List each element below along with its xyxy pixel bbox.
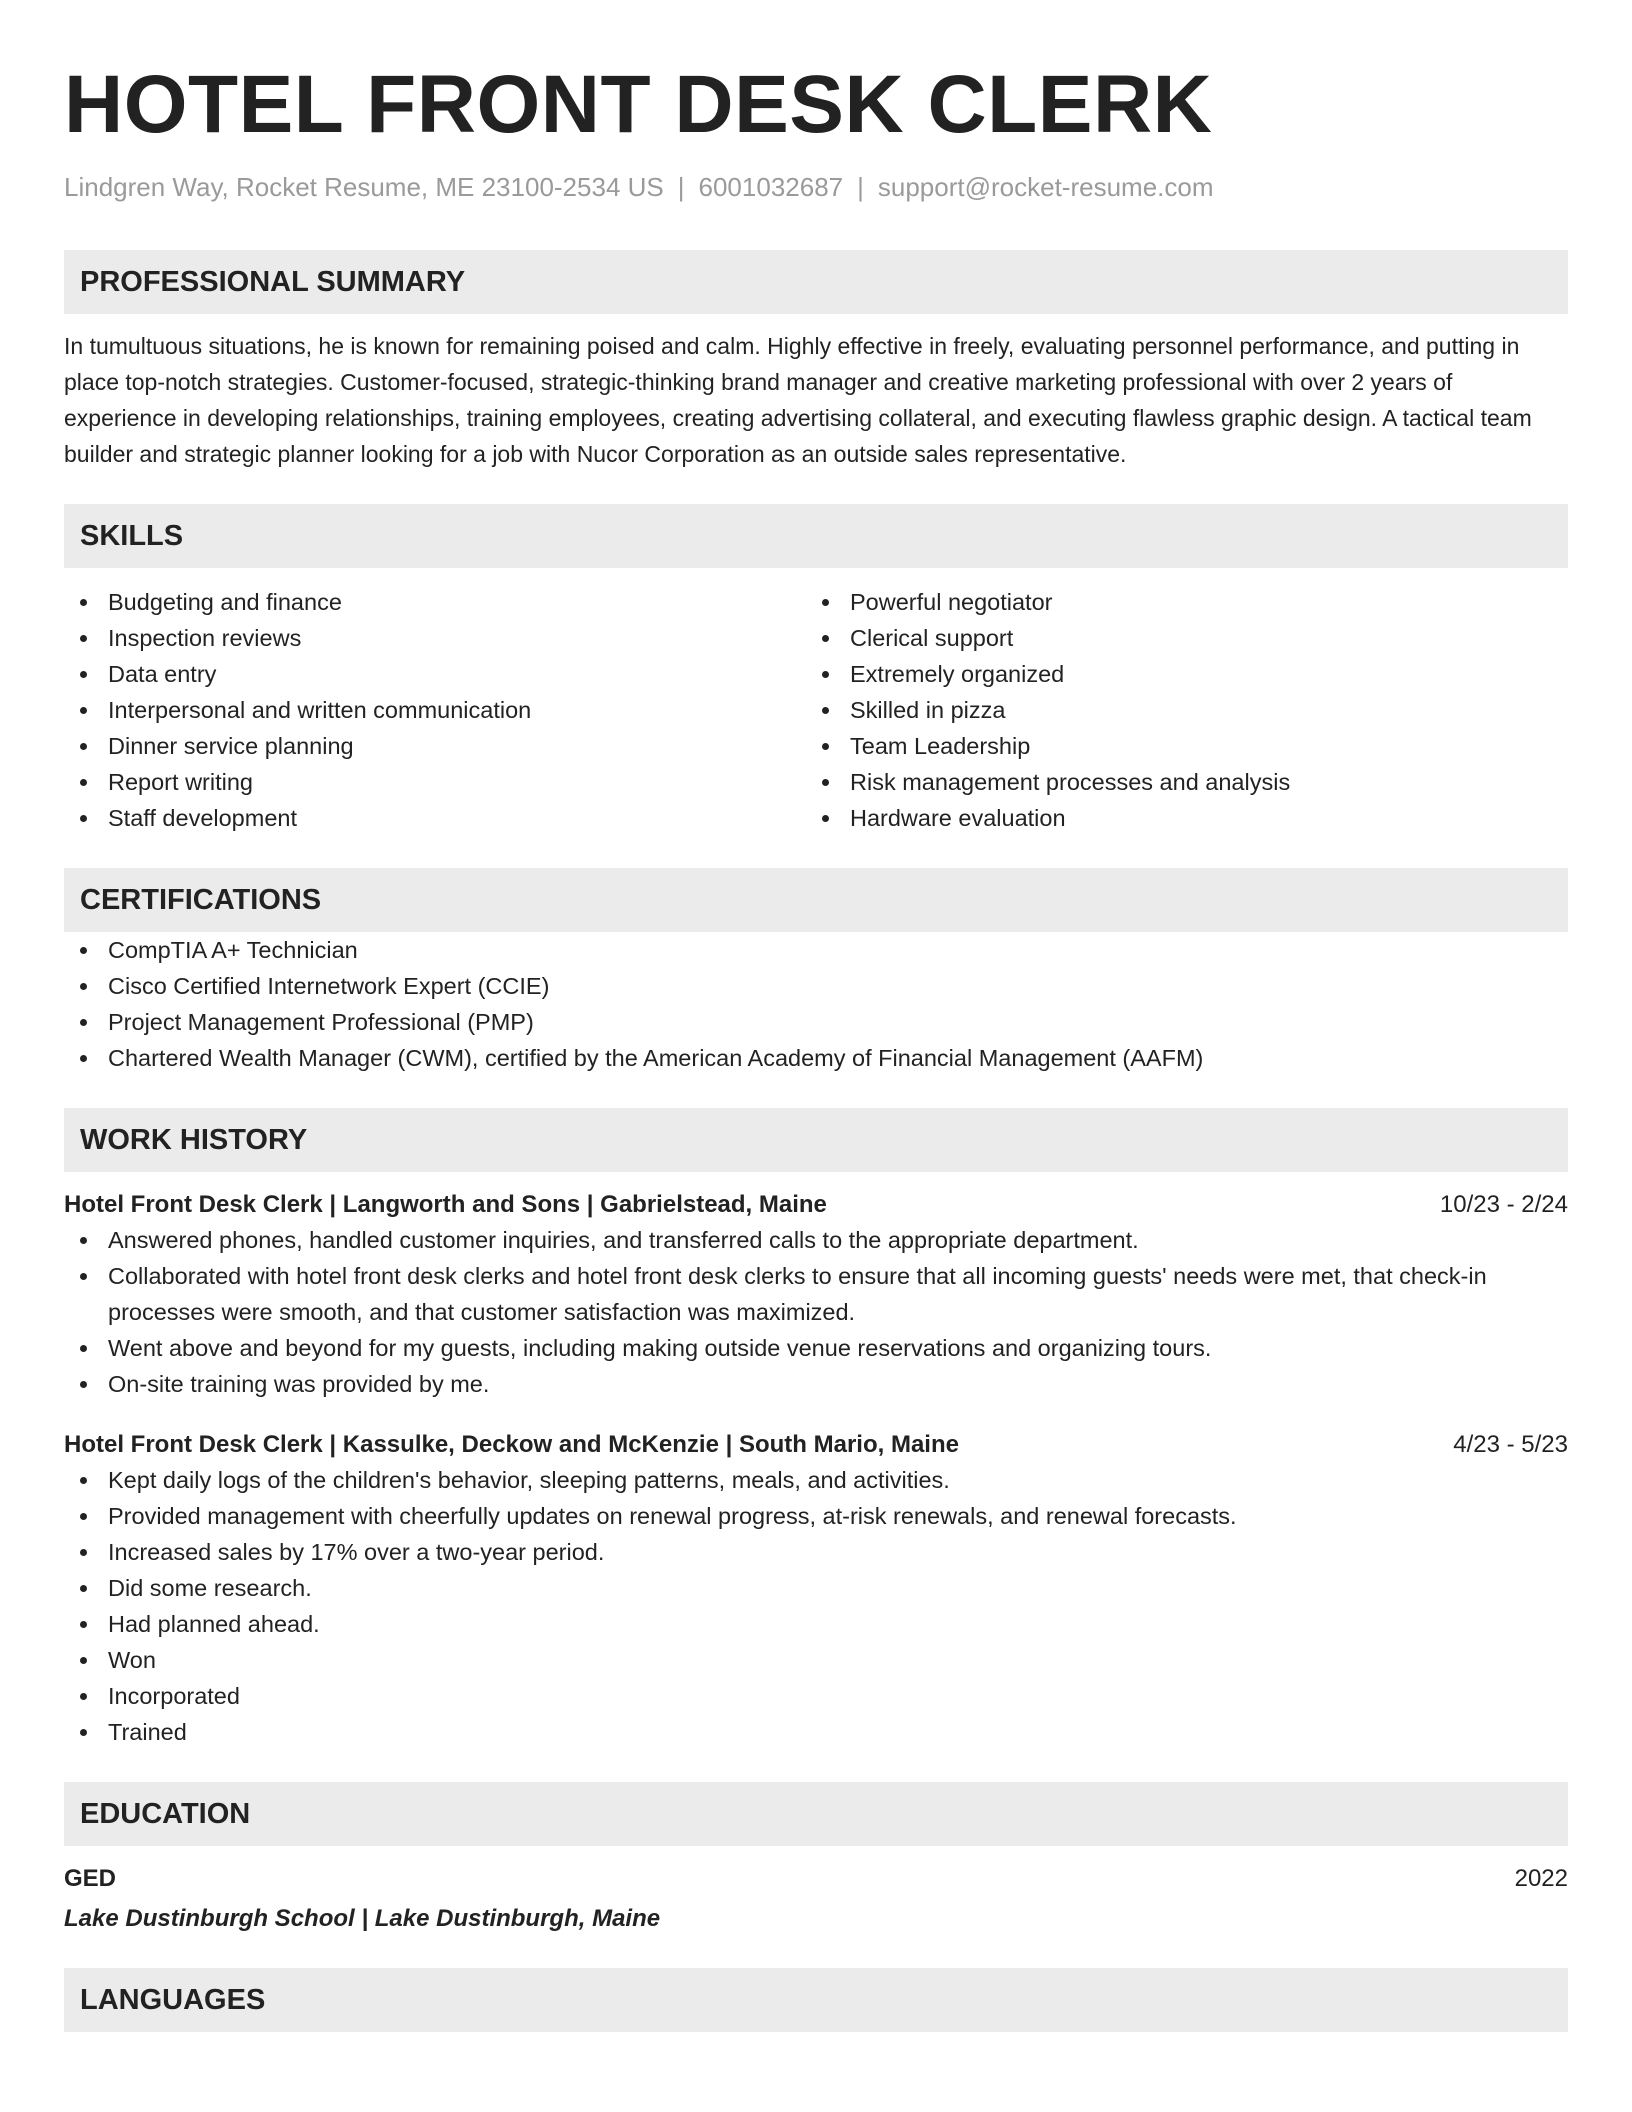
section-header-skills: SKILLS	[64, 504, 1568, 568]
skill-item: Dinner service planning	[64, 728, 806, 764]
skill-item: Interpersonal and written communication	[64, 692, 806, 728]
skill-item: Hardware evaluation	[806, 800, 1548, 836]
contact-address: Lindgren Way, Rocket Resume, ME 23100-2534 US	[64, 172, 664, 202]
job-title: Hotel Front Desk Clerk | Langworth and Sons | Gabrielstead, Maine	[64, 1191, 827, 1218]
skills-list-left	[64, 584, 806, 836]
contact-separator: |	[857, 172, 864, 202]
job-title: Hotel Front Desk Clerk | Kassulke, Deckow and McKenzie | South Mario, Maine	[64, 1431, 959, 1458]
skill-item: Skilled in pizza	[806, 692, 1548, 728]
skill-item: Team Leadership	[806, 728, 1548, 764]
skills-grid	[64, 584, 1568, 836]
job-heading	[64, 1428, 1568, 1462]
job-bullets	[64, 1222, 1568, 1402]
job-bullets	[64, 1462, 1568, 1750]
contact-phone: 6001032687	[698, 172, 844, 202]
summary-text: In tumultuous situations, he is known for remaining poised and calm. Highly effective in freely, evaluating personnel performance, and putting in place top-notch strategies. Customer-focused, strategic-thinking brand manager and creative marketing professional with over 2 years of experience in developing relationships, training employees, creating advertising collateral, and executing flawless graphic design. A tactical team builder and strategic planner looking for a job with Nucor Corporation as an outside sales representative.	[64, 333, 1532, 467]
education-degree: GED	[64, 1865, 117, 1892]
job-bullet: Trained	[64, 1714, 1568, 1750]
certification-item: Chartered Wealth Manager (CWM), certified by the American Academy of Financial Management (AAFM)	[64, 1040, 1568, 1076]
certification-item: Cisco Certified Internetwork Expert (CCIE)	[64, 968, 1568, 1004]
skill-item: Inspection reviews	[64, 620, 806, 656]
certification-item: CompTIA A+ Technician	[64, 932, 1568, 968]
education-school: Lake Dustinburgh School | Lake Dustinburgh, Maine	[64, 1905, 661, 1932]
job-bullet: Kept daily logs of the children's behavior, sleeping patterns, meals, and activities.	[64, 1462, 1568, 1498]
job-bullet: Went above and beyond for my guests, including making outside venue reservations and organizing tours.	[64, 1330, 1568, 1366]
job-dates: 10/23 - 2/24	[1439, 1191, 1568, 1218]
job-bullet: Increased sales by 17% over a two-year period.	[64, 1534, 1568, 1570]
skill-item: Risk management processes and analysis	[806, 764, 1548, 800]
job-bullet: Had planned ahead.	[64, 1606, 1568, 1642]
section-header-certifications: CERTIFICATIONS	[64, 868, 1568, 932]
job-dates: 4/23 - 5/23	[1453, 1431, 1568, 1458]
job-bullet: On-site training was provided by me.	[64, 1366, 1568, 1402]
contact-email: support@rocket-resume.com	[877, 172, 1214, 202]
certification-item: Project Management Professional (PMP)	[64, 1004, 1568, 1040]
job-bullet: Did some research.	[64, 1570, 1568, 1606]
skill-item: Clerical support	[806, 620, 1548, 656]
skill-item: Budgeting and finance	[64, 584, 806, 620]
job-bullet: Incorporated	[64, 1678, 1568, 1714]
resume-title: HOTEL FRONT DESK CLERK	[64, 59, 1213, 150]
certifications-list	[64, 932, 1568, 1076]
skill-item: Powerful negotiator	[806, 584, 1548, 620]
job-bullet: Won	[64, 1642, 1568, 1678]
contact-separator: |	[677, 172, 685, 202]
skill-item: Staff development	[64, 800, 806, 836]
education-heading	[64, 1862, 1568, 1896]
skills-list-right	[806, 584, 1548, 836]
skill-item: Data entry	[64, 656, 806, 692]
section-header-languages: LANGUAGES	[64, 1968, 1568, 2032]
job-heading	[64, 1188, 1568, 1222]
section-header-education: EDUCATION	[64, 1782, 1568, 1846]
skill-item: Extremely organized	[806, 656, 1548, 692]
job-bullet: Provided management with cheerfully updates on renewal progress, at-risk renewals, and renewal forecasts.	[64, 1498, 1568, 1534]
contact-line	[64, 170, 1568, 204]
job-bullet: Answered phones, handled customer inquiries, and transferred calls to the appropriate department.	[64, 1222, 1568, 1258]
skill-item: Report writing	[64, 764, 806, 800]
section-header-summary: PROFESSIONAL SUMMARY	[64, 250, 1568, 314]
education-year: 2022	[1514, 1865, 1568, 1892]
job-bullet: Collaborated with hotel front desk clerks and hotel front desk clerks to ensure that all incoming guests' needs were met, that check-in processes were smooth, and that customer satisfaction was maximized.	[64, 1258, 1568, 1330]
section-header-work-history: WORK HISTORY	[64, 1108, 1568, 1172]
